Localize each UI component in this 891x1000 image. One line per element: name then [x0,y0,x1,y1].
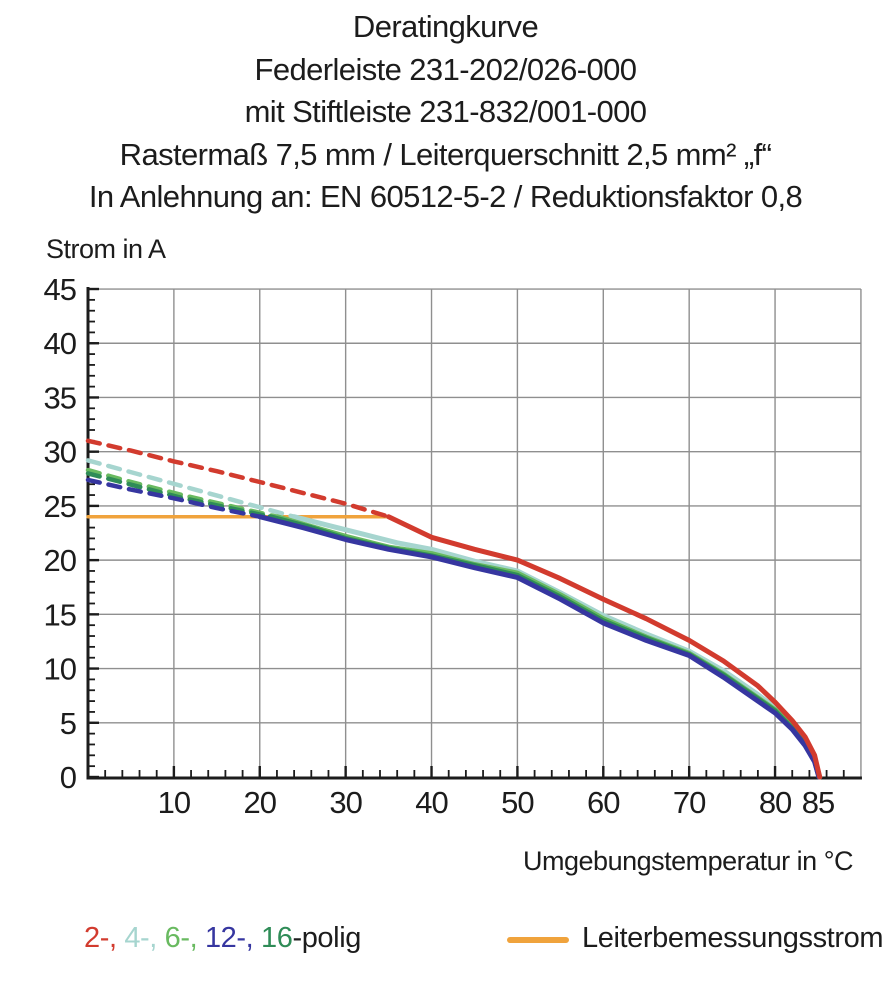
svg-text:70: 70 [672,785,706,820]
legend-16polig: 16 [253,922,293,954]
svg-text:60: 60 [587,785,620,820]
tick-layer [88,289,844,777]
legend-4polig: 4-, [116,922,157,954]
svg-text:35: 35 [43,380,76,416]
grid-layer [88,289,861,777]
svg-text:30: 30 [329,785,362,820]
svg-text:0: 0 [59,760,76,795]
svg-text:80: 80 [758,785,792,820]
y-axis-title: Strom in A [46,234,166,264]
curve-layer [88,441,820,777]
title-line-3: mit Stiftleiste 231-832/001-000 [244,94,647,129]
legend-6polig: 6-, [156,922,198,954]
svg-text:20: 20 [243,785,277,820]
svg-text:40: 40 [43,326,76,362]
svg-text:25: 25 [43,488,76,524]
rated-current-legend [507,922,883,955]
x-axis-title: Umgebungstemperatur in °C [523,846,853,876]
svg-text:10: 10 [43,651,76,687]
rated-current-swatch [507,937,569,943]
svg-text:5: 5 [59,705,76,741]
title-line-2: Federleiste 231-202/026-000 [254,51,637,87]
title-line-5: In Anlehnung an: EN 60512-5-2 / Reduktionsfaktor 0,8 [88,179,803,214]
svg-text:15: 15 [43,597,76,633]
svg-text:20: 20 [43,543,76,579]
title-line-1: Deratingkurve [352,9,539,44]
axis-layer [87,287,862,778]
svg-text:30: 30 [43,434,76,470]
legend-row [0,922,891,962]
svg-text:50: 50 [501,785,534,820]
svg-text:45: 45 [43,272,76,308]
tick-label-layer [44,272,835,820]
legend-polig-suffix: -polig [292,922,361,954]
poles-legend [84,922,361,955]
rated-current-label: Leiterbemessungsstrom [582,922,884,954]
legend-12polig: 12-, [197,922,254,954]
legend-2polig: 2-, [84,922,117,954]
svg-text:40: 40 [415,785,448,820]
svg-text:85: 85 [801,785,835,820]
title-line-4: Rastermaß 7,5 mm / Leiterquerschnitt 2,5 mm² „f“ [119,136,772,172]
svg-text:10: 10 [157,785,191,820]
